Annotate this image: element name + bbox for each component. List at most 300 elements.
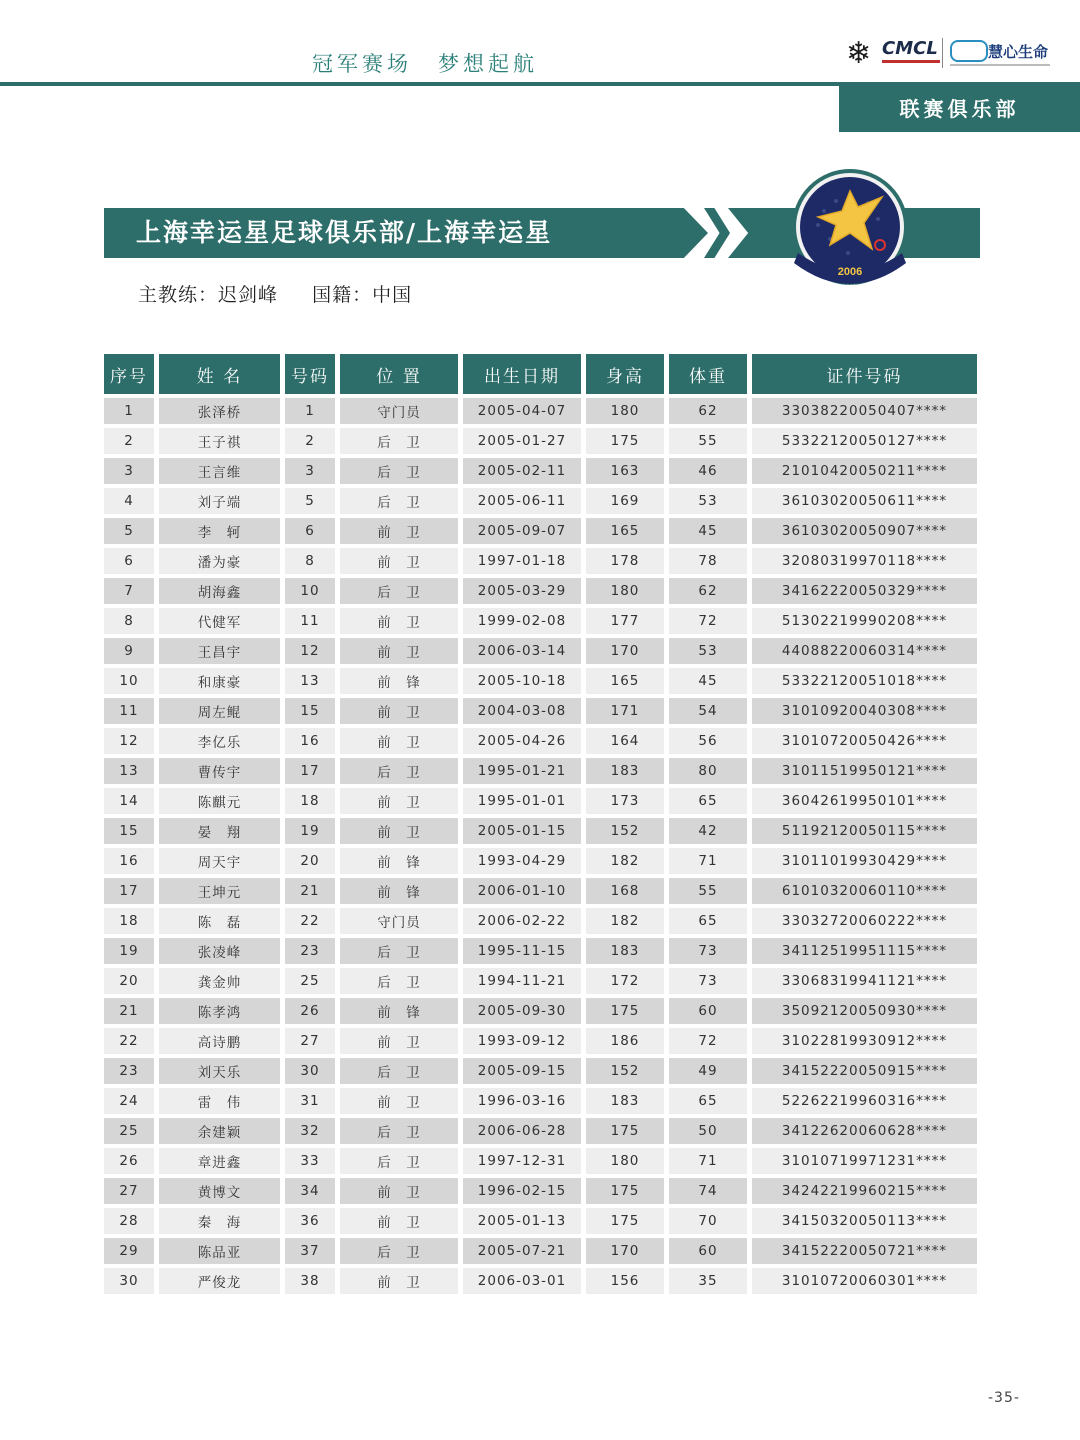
cell-weight: 49 [669, 1058, 747, 1084]
cell-birthdate: 2005-02-11 [463, 458, 581, 484]
cell-birthdate: 2005-06-11 [463, 488, 581, 514]
cell-name: 王言维 [159, 458, 280, 484]
cell-id-number: 34150320050113**** [752, 1208, 977, 1234]
table-row [104, 728, 977, 754]
cell-height: 180 [586, 398, 664, 424]
cell-position: 后 卫 [340, 758, 458, 784]
cell-birthdate: 1995-11-15 [463, 938, 581, 964]
cell-number: 33 [285, 1148, 335, 1174]
cell-birthdate: 1997-12-31 [463, 1148, 581, 1174]
cell-id-number: 21010420050211**** [752, 458, 977, 484]
cell-position: 前 卫 [340, 608, 458, 634]
cell-index: 10 [104, 668, 154, 694]
cell-height: 164 [586, 728, 664, 754]
cell-weight: 60 [669, 998, 747, 1024]
cell-birthdate: 2005-07-21 [463, 1238, 581, 1264]
logo-divider [942, 38, 943, 68]
cell-weight: 73 [669, 938, 747, 964]
cell-index: 5 [104, 518, 154, 544]
cell-weight: 70 [669, 1208, 747, 1234]
cell-position: 后 卫 [340, 1148, 458, 1174]
cell-weight: 42 [669, 818, 747, 844]
cell-name: 陈品亚 [159, 1238, 280, 1264]
cell-name: 周左鲲 [159, 698, 280, 724]
cell-id-number: 31011019930429**** [752, 848, 977, 874]
cell-index: 28 [104, 1208, 154, 1234]
cell-weight: 53 [669, 488, 747, 514]
cell-height: 152 [586, 818, 664, 844]
cell-weight: 72 [669, 608, 747, 634]
table-row [104, 398, 977, 424]
cell-height: 172 [586, 968, 664, 994]
cell-number: 25 [285, 968, 335, 994]
cell-name: 周天宇 [159, 848, 280, 874]
col-header-height: 身高 [586, 354, 664, 394]
player-roster-table [99, 350, 982, 1298]
cell-index: 7 [104, 578, 154, 604]
cell-index: 26 [104, 1148, 154, 1174]
cell-name: 王坤元 [159, 878, 280, 904]
col-header-weight: 体重 [669, 354, 747, 394]
cell-number: 3 [285, 458, 335, 484]
cell-position: 后 卫 [340, 1238, 458, 1264]
cell-id-number: 31010720050426**** [752, 728, 977, 754]
cell-id-number: 36042619950101**** [752, 788, 977, 814]
cell-index: 1 [104, 398, 154, 424]
table-row [104, 428, 977, 454]
cell-index: 3 [104, 458, 154, 484]
col-header-number: 号码 [285, 354, 335, 394]
cell-id-number: 33032720060222**** [752, 908, 977, 934]
table-row [104, 488, 977, 514]
cell-id-number: 36103020050907**** [752, 518, 977, 544]
cell-name: 雷 伟 [159, 1088, 280, 1114]
table-row [104, 698, 977, 724]
cell-name: 刘天乐 [159, 1058, 280, 1084]
cell-weight: 56 [669, 728, 747, 754]
cell-name: 王昌宇 [159, 638, 280, 664]
cmcl-logo-underline [882, 60, 940, 63]
cell-number: 1 [285, 398, 335, 424]
snowflake-icon: ❄ [846, 36, 872, 71]
club-title: 上海幸运星足球俱乐部/上海幸运星 [136, 218, 553, 247]
cell-birthdate: 1999-02-08 [463, 608, 581, 634]
cell-position: 守门员 [340, 908, 458, 934]
cell-weight: 35 [669, 1268, 747, 1294]
table-body [104, 398, 977, 1294]
table-row [104, 1058, 977, 1084]
cell-position: 前 卫 [340, 1268, 458, 1294]
life-logo-underline [950, 64, 1050, 66]
cell-height: 183 [586, 938, 664, 964]
cell-number: 13 [285, 668, 335, 694]
cell-id-number: 51302219990208**** [752, 608, 977, 634]
cell-position: 前 锋 [340, 668, 458, 694]
cell-birthdate: 2005-01-27 [463, 428, 581, 454]
cell-id-number: 33038220050407**** [752, 398, 977, 424]
table-row [104, 458, 977, 484]
cell-index: 16 [104, 848, 154, 874]
cell-height: 183 [586, 1088, 664, 1114]
cell-id-number: 52262219960316**** [752, 1088, 977, 1114]
cell-id-number: 44088220060314**** [752, 638, 977, 664]
life-logo-text: 慧心生命 [988, 43, 1049, 61]
cell-weight: 45 [669, 518, 747, 544]
cell-birthdate: 1994-11-21 [463, 968, 581, 994]
cell-name: 严俊龙 [159, 1268, 280, 1294]
cell-weight: 65 [669, 1088, 747, 1114]
cell-weight: 73 [669, 968, 747, 994]
cell-height: 168 [586, 878, 664, 904]
cell-number: 15 [285, 698, 335, 724]
table-row [104, 608, 977, 634]
cell-birthdate: 2006-06-28 [463, 1118, 581, 1144]
slogan-right: 梦想起航 [438, 52, 538, 76]
table-row [104, 878, 977, 904]
cell-height: 175 [586, 1118, 664, 1144]
table-row [104, 1208, 977, 1234]
cell-height: 171 [586, 698, 664, 724]
cell-height: 173 [586, 788, 664, 814]
cell-name: 张泽桥 [159, 398, 280, 424]
cell-id-number: 51192120050115**** [752, 818, 977, 844]
cell-id-number: 34242219960215**** [752, 1178, 977, 1204]
nationality-label: 国籍： [312, 284, 373, 306]
cell-height: 170 [586, 638, 664, 664]
coach-name: 迟剑峰 [218, 284, 279, 306]
table-row [104, 818, 977, 844]
cell-id-number: 32080319970118**** [752, 548, 977, 574]
coach-label: 主教练： [138, 284, 219, 306]
cell-weight: 71 [669, 1148, 747, 1174]
table-header-row [104, 354, 977, 394]
col-header-position: 位 置 [340, 354, 458, 394]
cell-weight: 72 [669, 1028, 747, 1054]
table-row [104, 1088, 977, 1114]
table-row [104, 1238, 977, 1264]
cell-index: 6 [104, 548, 154, 574]
cell-name: 王子祺 [159, 428, 280, 454]
cell-index: 13 [104, 758, 154, 784]
cell-weight: 60 [669, 1238, 747, 1264]
cell-index: 19 [104, 938, 154, 964]
cell-index: 17 [104, 878, 154, 904]
cell-index: 12 [104, 728, 154, 754]
cell-name: 章进鑫 [159, 1148, 280, 1174]
cell-height: 186 [586, 1028, 664, 1054]
cell-height: 182 [586, 848, 664, 874]
table-row [104, 1118, 977, 1144]
cell-birthdate: 1993-04-29 [463, 848, 581, 874]
cell-height: 180 [586, 578, 664, 604]
cell-number: 2 [285, 428, 335, 454]
cell-number: 18 [285, 788, 335, 814]
cell-number: 10 [285, 578, 335, 604]
table-row [104, 518, 977, 544]
cell-birthdate: 1993-09-12 [463, 1028, 581, 1054]
cell-name: 高诗鹏 [159, 1028, 280, 1054]
crest-year: 2006 [837, 266, 863, 278]
nationality-value: 中国 [372, 284, 413, 306]
cell-index: 21 [104, 998, 154, 1024]
cell-name: 潘为豪 [159, 548, 280, 574]
cell-weight: 55 [669, 428, 747, 454]
cell-height: 175 [586, 998, 664, 1024]
cell-position: 后 卫 [340, 1118, 458, 1144]
table-row [104, 668, 977, 694]
cell-id-number: 35092120050930**** [752, 998, 977, 1024]
table-row [104, 1178, 977, 1204]
cell-name: 胡海鑫 [159, 578, 280, 604]
cell-number: 5 [285, 488, 335, 514]
cell-birthdate: 2005-03-29 [463, 578, 581, 604]
cell-number: 19 [285, 818, 335, 844]
page-number: -35- [988, 1390, 1020, 1406]
cell-weight: 54 [669, 698, 747, 724]
cell-id-number: 31010920040308**** [752, 698, 977, 724]
cell-weight: 80 [669, 758, 747, 784]
cell-name: 秦 海 [159, 1208, 280, 1234]
cell-number: 27 [285, 1028, 335, 1054]
cell-position: 前 锋 [340, 878, 458, 904]
cell-position: 守门员 [340, 398, 458, 424]
cell-number: 38 [285, 1268, 335, 1294]
cell-height: 165 [586, 518, 664, 544]
cell-weight: 71 [669, 848, 747, 874]
cell-position: 后 卫 [340, 488, 458, 514]
cell-position: 前 卫 [340, 518, 458, 544]
col-header-index: 序号 [104, 354, 154, 394]
cell-birthdate: 2005-04-26 [463, 728, 581, 754]
cell-id-number: 31010719971231**** [752, 1148, 977, 1174]
cell-index: 2 [104, 428, 154, 454]
col-header-name: 姓 名 [159, 354, 280, 394]
cell-weight: 65 [669, 908, 747, 934]
cmcl-logo-text: CMCL [882, 38, 938, 59]
cell-weight: 62 [669, 578, 747, 604]
cell-number: 8 [285, 548, 335, 574]
cell-position: 前 卫 [340, 1028, 458, 1054]
cell-birthdate: 1996-02-15 [463, 1178, 581, 1204]
cell-position: 后 卫 [340, 458, 458, 484]
cell-number: 17 [285, 758, 335, 784]
crest-name: SHANGHAI LUCKYSTAR FC [806, 284, 894, 291]
cell-index: 27 [104, 1178, 154, 1204]
cell-id-number: 33068319941121**** [752, 968, 977, 994]
cell-number: 11 [285, 608, 335, 634]
cell-id-number: 34152220050915**** [752, 1058, 977, 1084]
cell-index: 29 [104, 1238, 154, 1264]
cell-birthdate: 2005-09-15 [463, 1058, 581, 1084]
cell-name: 代健军 [159, 608, 280, 634]
cell-index: 18 [104, 908, 154, 934]
cell-position: 前 卫 [340, 1208, 458, 1234]
coach-info [138, 280, 412, 307]
cell-number: 20 [285, 848, 335, 874]
cell-birthdate: 2005-04-07 [463, 398, 581, 424]
cell-name: 曹传宇 [159, 758, 280, 784]
table-row [104, 758, 977, 784]
cell-id-number: 34112519951115**** [752, 938, 977, 964]
cell-birthdate: 2005-01-13 [463, 1208, 581, 1234]
cell-birthdate: 2005-10-18 [463, 668, 581, 694]
cell-birthdate: 2006-03-14 [463, 638, 581, 664]
cell-number: 23 [285, 938, 335, 964]
cell-birthdate: 2006-01-10 [463, 878, 581, 904]
cell-height: 170 [586, 1238, 664, 1264]
cell-weight: 50 [669, 1118, 747, 1144]
cell-position: 前 卫 [340, 728, 458, 754]
table-row [104, 578, 977, 604]
cell-weight: 74 [669, 1178, 747, 1204]
table-row [104, 788, 977, 814]
cell-height: 175 [586, 1208, 664, 1234]
cell-name: 龚金帅 [159, 968, 280, 994]
cell-birthdate: 1997-01-18 [463, 548, 581, 574]
cell-number: 6 [285, 518, 335, 544]
cell-height: 180 [586, 1148, 664, 1174]
col-header-birthdate: 出生日期 [463, 354, 581, 394]
cell-name: 刘子端 [159, 488, 280, 514]
table-row [104, 848, 977, 874]
cell-name: 李亿乐 [159, 728, 280, 754]
cell-weight: 46 [669, 458, 747, 484]
cell-number: 34 [285, 1178, 335, 1204]
cell-birthdate: 2004-03-08 [463, 698, 581, 724]
cell-index: 24 [104, 1088, 154, 1114]
cell-name: 陈 磊 [159, 908, 280, 934]
cell-position: 前 卫 [340, 698, 458, 724]
cell-height: 152 [586, 1058, 664, 1084]
table-row [104, 968, 977, 994]
cell-id-number: 53322120050127**** [752, 428, 977, 454]
cell-birthdate: 1995-01-21 [463, 758, 581, 784]
cell-weight: 62 [669, 398, 747, 424]
table-row [104, 548, 977, 574]
cell-number: 12 [285, 638, 335, 664]
cell-height: 177 [586, 608, 664, 634]
cell-index: 15 [104, 818, 154, 844]
cell-number: 31 [285, 1088, 335, 1114]
cell-birthdate: 2006-03-01 [463, 1268, 581, 1294]
cell-index: 9 [104, 638, 154, 664]
cell-height: 156 [586, 1268, 664, 1294]
cell-name: 陈孝鸿 [159, 998, 280, 1024]
cell-name: 陈麒元 [159, 788, 280, 814]
cell-name: 晏 翔 [159, 818, 280, 844]
cell-birthdate: 2005-09-07 [463, 518, 581, 544]
slogan [312, 48, 564, 78]
cell-position: 前 卫 [340, 818, 458, 844]
cell-weight: 45 [669, 668, 747, 694]
cell-position: 前 锋 [340, 998, 458, 1024]
cell-id-number: 31022819930912**** [752, 1028, 977, 1054]
cell-index: 30 [104, 1268, 154, 1294]
cell-index: 4 [104, 488, 154, 514]
cell-birthdate: 1996-03-16 [463, 1088, 581, 1114]
cell-position: 前 锋 [340, 848, 458, 874]
cell-number: 30 [285, 1058, 335, 1084]
cell-id-number: 36103020050611**** [752, 488, 977, 514]
cell-position: 后 卫 [340, 428, 458, 454]
cell-number: 37 [285, 1238, 335, 1264]
cell-height: 178 [586, 548, 664, 574]
cell-index: 20 [104, 968, 154, 994]
cell-name: 李 轲 [159, 518, 280, 544]
cell-position: 后 卫 [340, 578, 458, 604]
cell-position: 前 卫 [340, 788, 458, 814]
cell-index: 14 [104, 788, 154, 814]
cell-birthdate: 2005-09-30 [463, 998, 581, 1024]
cell-position: 前 卫 [340, 1088, 458, 1114]
cell-height: 182 [586, 908, 664, 934]
cell-number: 21 [285, 878, 335, 904]
col-header-id: 证件号码 [752, 354, 977, 394]
cell-position: 后 卫 [340, 938, 458, 964]
cell-number: 26 [285, 998, 335, 1024]
table-row [104, 1268, 977, 1294]
table-row [104, 908, 977, 934]
cell-name: 张凌峰 [159, 938, 280, 964]
cell-weight: 78 [669, 548, 747, 574]
cell-position: 前 卫 [340, 548, 458, 574]
cell-name: 黄博文 [159, 1178, 280, 1204]
cell-number: 32 [285, 1118, 335, 1144]
cell-id-number: 61010320060110**** [752, 878, 977, 904]
cell-id-number: 34162220050329**** [752, 578, 977, 604]
cell-height: 183 [586, 758, 664, 784]
cell-position: 前 卫 [340, 1178, 458, 1204]
cell-name: 和康豪 [159, 668, 280, 694]
cell-index: 22 [104, 1028, 154, 1054]
table-row [104, 1028, 977, 1054]
life-logo-icon [950, 40, 988, 62]
cell-number: 36 [285, 1208, 335, 1234]
cell-name: 余建颖 [159, 1118, 280, 1144]
cell-number: 22 [285, 908, 335, 934]
slogan-left: 冠军赛场 [312, 52, 412, 76]
cell-weight: 53 [669, 638, 747, 664]
table-row [104, 638, 977, 664]
cell-index: 8 [104, 608, 154, 634]
table-row [104, 1148, 977, 1174]
cell-index: 25 [104, 1118, 154, 1144]
cell-height: 165 [586, 668, 664, 694]
cell-id-number: 34122620060628**** [752, 1118, 977, 1144]
cell-height: 175 [586, 1178, 664, 1204]
cell-weight: 55 [669, 878, 747, 904]
cell-birthdate: 2006-02-22 [463, 908, 581, 934]
cell-height: 169 [586, 488, 664, 514]
cell-number: 16 [285, 728, 335, 754]
cell-position: 前 卫 [340, 638, 458, 664]
cell-height: 175 [586, 428, 664, 454]
cell-id-number: 31011519950121**** [752, 758, 977, 784]
cell-index: 23 [104, 1058, 154, 1084]
cell-birthdate: 1995-01-01 [463, 788, 581, 814]
cell-position: 后 卫 [340, 968, 458, 994]
cell-position: 后 卫 [340, 1058, 458, 1084]
cell-index: 11 [104, 698, 154, 724]
sponsor-logos [846, 36, 1054, 76]
cell-height: 163 [586, 458, 664, 484]
table-row [104, 938, 977, 964]
cell-weight: 65 [669, 788, 747, 814]
section-tag: 联赛俱乐部 [839, 86, 1080, 132]
cell-id-number: 31010720060301**** [752, 1268, 977, 1294]
cell-id-number: 53322120051018**** [752, 668, 977, 694]
cell-birthdate: 2005-01-15 [463, 818, 581, 844]
